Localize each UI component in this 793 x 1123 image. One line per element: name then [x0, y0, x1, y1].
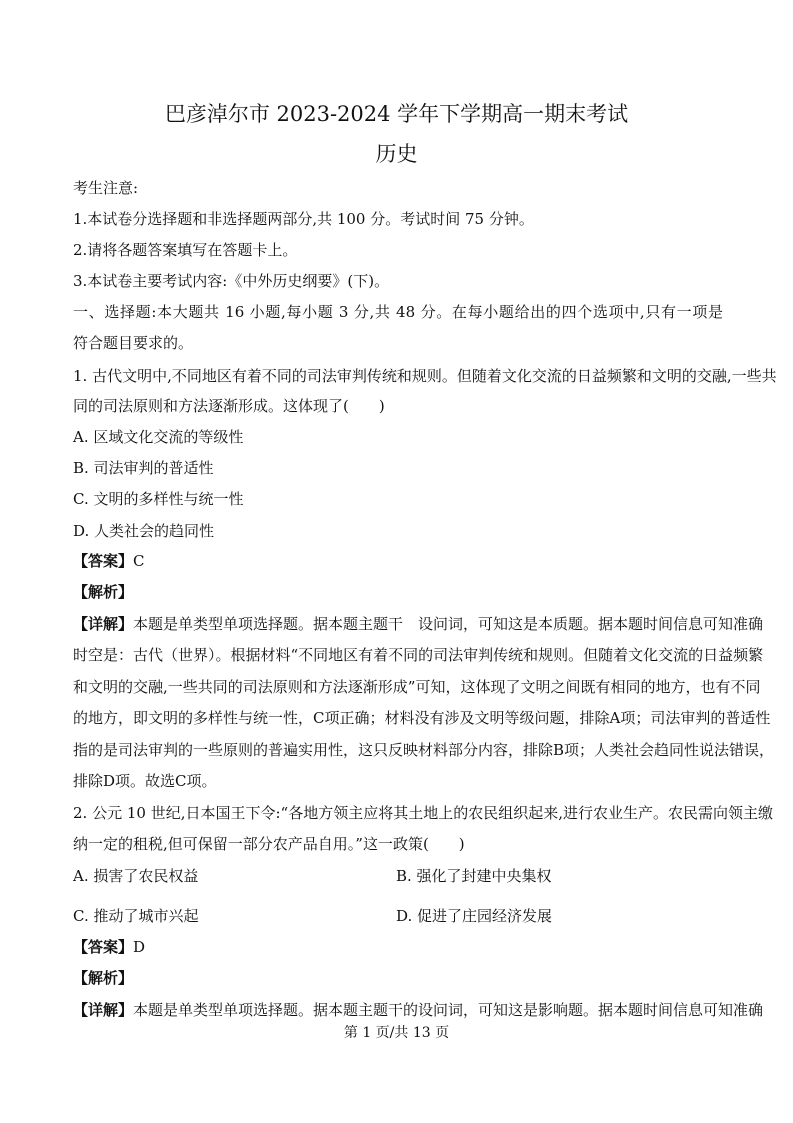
q2-stem: 2. 公元 10 世纪,日本国王下令:“各地方领主应将其土地上的农民组织起来,进行农业生产。农民需向领主缴	[73, 804, 773, 822]
q2-option-b: B. 强化了封建中央集权	[396, 867, 552, 885]
q1-detail	[73, 614, 764, 634]
q1-detail-line: 排除D项。故选C项。	[73, 772, 217, 790]
analysis-tag: 【解析】	[73, 583, 134, 601]
q1-detail-line: 和文明的交融,一些共同的司法原则和方法逐渐形成”可知，这体现了文明之间既有相同的地方，也有不同	[73, 678, 761, 696]
answer-tag: 【答案】	[73, 552, 134, 570]
exam-subject: 历史	[375, 142, 418, 166]
notice-item: 1.本试卷分选择题和非选择题两部分,共 100 分。考试时间 75 分钟。	[73, 210, 534, 228]
q1-option-b: B. 司法审判的普适性	[73, 459, 214, 477]
q1-option-c: C. 文明的多样性与统一性	[73, 490, 244, 508]
answer-value: C	[133, 552, 145, 570]
q1-option-a: A. 区域文化交流的等级性	[73, 428, 244, 446]
q2-stem-cont: 纳一定的租税,但可保留一部分农产品自用。”这一政策( )	[73, 835, 465, 853]
q1-option-d: D. 人类社会的趋同性	[73, 522, 215, 540]
notice-heading: 考生注意:	[73, 179, 139, 197]
page-footer: 第 1 页/共 13 页	[343, 1025, 450, 1041]
q2-option-d: D. 促进了庄园经济发展	[396, 907, 553, 925]
section-instructions-cont: 符合题目要求的。	[73, 334, 194, 352]
q1-detail-line: 的地方，即文明的多样性与统一性，C项正确；材料没有涉及文明等级问题，排除A项；司法审判的普适性	[73, 709, 771, 727]
q1-detail-line: 时空是：古代（世界）。根据材料“不同地区有着不同的司法审判传统和规则。但随着文化交流的日益频繁	[73, 646, 764, 664]
q2-answer	[73, 937, 723, 957]
detail-tag: 【详解】	[73, 615, 134, 633]
q1-stem: 1. 古代文明中,不同地区有着不同的司法审判传统和规则。但随着文化交流的日益频繁和文明的交融,一些共	[73, 367, 777, 385]
section-instructions: 一、选择题:本大题共 16 小题,每小题 3 分,共 48 分。在每小题给出的四个选项中,只有一项是	[73, 303, 723, 321]
q2-option-a: A. 损害了农民权益	[73, 867, 199, 885]
q2-analysis-tag	[73, 968, 723, 988]
detail-text: 本题是单类型单项选择题。据本题主题干的设问词，可知这是影响题。据本题时间信息可知准确	[133, 1001, 764, 1019]
q1-analysis-tag	[73, 582, 723, 602]
detail-text: 本题是单类型单项选择题。据本题主题干 设问词，可知这是本质题。据本题时间信息可知准确	[133, 615, 764, 633]
q1-detail-line: 指的是司法审判的一些原则的普遍实用性，这只反映材料部分内容，排除B项；人类社会趋同性说法错误，	[73, 741, 775, 759]
notice-item: 3.本试卷主要考试内容:《中外历史纲要》(下)。	[73, 272, 390, 290]
q2-option-c: C. 推动了城市兴起	[73, 907, 199, 925]
analysis-tag: 【解析】	[73, 969, 134, 987]
answer-tag: 【答案】	[73, 938, 134, 956]
answer-value: D	[133, 938, 146, 956]
q1-answer	[73, 551, 723, 571]
q1-stem-cont: 同的司法原则和方法逐渐形成。这体现了( )	[73, 397, 385, 415]
q2-detail	[73, 1000, 764, 1020]
detail-tag: 【详解】	[73, 1001, 134, 1019]
exam-title: 巴彦淖尔市 2023-2024 学年下学期高一期末考试	[164, 102, 629, 126]
notice-item: 2.请将各题答案填写在答题卡上。	[73, 241, 298, 259]
